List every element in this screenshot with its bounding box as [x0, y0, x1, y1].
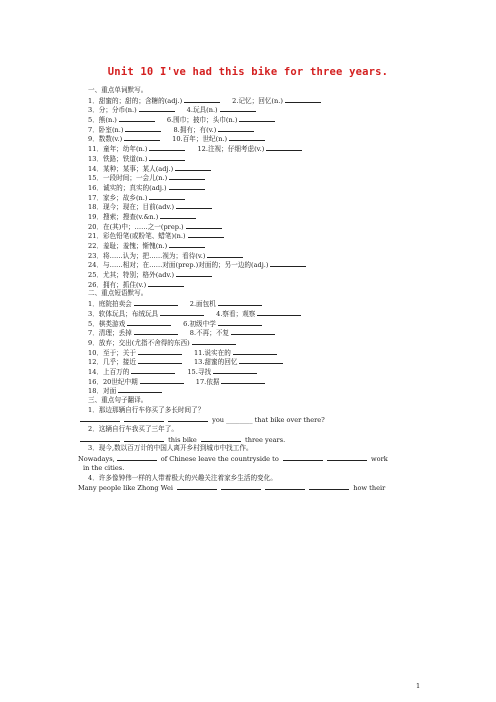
page-number: 1: [416, 682, 421, 690]
worksheet-content: [78, 86, 430, 493]
answer-text: Many people like Zhong Wei: [78, 484, 173, 493]
word-row: [78, 183, 430, 193]
word-row: [78, 105, 430, 115]
phrase-row: [78, 377, 430, 387]
word-prompt: 18．现今；现在；目前(adv.): [88, 203, 175, 212]
answer-text: this bike: [168, 435, 197, 444]
answer-blank[interactable]: [117, 454, 157, 461]
phrase-prompt: 4.察看；观察: [216, 309, 256, 318]
word-prompt: 22．羞耻；羞愧；惭愧(n.): [88, 242, 168, 250]
word-prompt: 13．铁路；铁道(n.): [88, 154, 148, 163]
phrase-prompt: 14．上百万的: [88, 367, 130, 376]
answer-blank[interactable]: [169, 173, 205, 180]
phrase-prompt: 15.寻找: [187, 367, 212, 376]
answer-blank[interactable]: [119, 115, 155, 122]
phrase-row: [78, 367, 430, 377]
sentence-answer-2: [78, 435, 430, 445]
answer-blank[interactable]: [283, 454, 323, 461]
word-prompt: 15．一段时间；一会儿(n.): [88, 174, 168, 183]
word-list: [78, 96, 430, 290]
answer-blank[interactable]: [127, 319, 171, 326]
phrase-prompt: 1．庭院拍卖会: [88, 300, 132, 309]
phrase-row: [78, 328, 430, 338]
answer-blank[interactable]: [270, 260, 306, 267]
word-prompt: 7．卧室(n.): [88, 125, 124, 134]
sentence-question-1: 1．那边那辆自行车你买了多长时间了？: [88, 405, 205, 414]
word-row: [78, 260, 430, 270]
answer-blank[interactable]: [218, 125, 254, 132]
sentence-question-2: 2．这辆自行车我买了三年了。: [88, 425, 178, 434]
answer-blank[interactable]: [220, 105, 256, 112]
section-heading-phrases: 二、重点短语默写。: [88, 289, 148, 298]
answer-text: three years.: [245, 435, 286, 444]
word-row: [78, 96, 430, 106]
answer-blank[interactable]: [138, 348, 182, 355]
answer-blank[interactable]: [285, 96, 321, 103]
answer-blank[interactable]: [138, 357, 182, 364]
answer-blank[interactable]: [257, 309, 301, 316]
answer-text: you ________ that bike over there?: [212, 416, 325, 425]
phrase-row: [78, 338, 430, 348]
word-row: [78, 193, 430, 203]
word-row: [78, 125, 430, 135]
answer-blank[interactable]: [124, 134, 160, 141]
answer-blank[interactable]: [80, 415, 120, 422]
answer-blank[interactable]: [176, 270, 212, 277]
word-prompt: 1．甜蜜的；甜的；含糖的(adj.): [88, 96, 183, 105]
word-row: [78, 164, 430, 174]
answer-blank[interactable]: [149, 144, 185, 151]
word-row: [78, 241, 430, 251]
phrase-row: [78, 309, 430, 319]
phrase-row: [78, 299, 430, 309]
sentence-answer-1: [78, 415, 430, 425]
word-row: [78, 270, 430, 280]
sentence-answer-3: [78, 454, 430, 464]
phrase-prompt: 16．20世纪中期: [88, 377, 138, 386]
phrase-prompt: 18．对面: [88, 387, 117, 396]
phrase-prompt: 2.面包机: [189, 300, 216, 309]
answer-blank[interactable]: [184, 96, 220, 103]
answer-blank[interactable]: [124, 415, 164, 422]
word-prompt: 8.拥有；有(v.): [173, 125, 217, 134]
answer-blank[interactable]: [229, 134, 265, 141]
phrase-prompt: 10．至于；关于: [88, 348, 136, 357]
word-prompt: 9．数数(v.): [88, 135, 123, 144]
phrase-prompt: 11.说实在的: [193, 348, 231, 357]
answer-blank[interactable]: [131, 367, 175, 374]
answer-blank[interactable]: [233, 348, 277, 355]
phrase-prompt: 5．棋类游戏: [88, 319, 126, 328]
phrase-prompt: 7．清理；丢掉: [88, 329, 132, 338]
sentence-question-3: 3．现今,数以百万计的中国人离开乡村到城市中找工作。: [88, 444, 253, 453]
word-prompt: 20．在(其)中；……之一(prep.): [88, 222, 184, 231]
word-row: [78, 202, 430, 212]
phrase-prompt: 13.甜蜜的回忆: [193, 358, 238, 367]
section-heading-sentences: 三、重点句子翻译。: [88, 396, 148, 404]
answer-blank[interactable]: [175, 164, 211, 171]
answer-blank[interactable]: [265, 483, 305, 490]
answer-blank[interactable]: [192, 338, 236, 345]
phrase-list: [78, 299, 430, 396]
word-row: [78, 144, 430, 154]
word-prompt: 4.玩具(n.): [186, 106, 218, 115]
answer-blank[interactable]: [80, 435, 120, 442]
unit-title: Unit 10 I've had this bike for three years.: [107, 66, 389, 78]
word-prompt: 14．某种；某事；某人(adj.): [88, 164, 174, 173]
word-row: [78, 173, 430, 183]
answer-blank[interactable]: [125, 125, 161, 132]
answer-blank[interactable]: [176, 202, 212, 209]
answer-blank[interactable]: [309, 483, 349, 490]
word-row: [78, 212, 430, 222]
phrase-row: [78, 319, 430, 329]
word-row: [78, 134, 430, 144]
phrase-prompt: 17.依据: [195, 377, 220, 386]
answer-blank[interactable]: [149, 193, 185, 200]
word-row: [78, 280, 430, 290]
word-prompt: 16．诚实的；真实的(adj.): [88, 183, 167, 192]
answer-text: Nowadays,: [78, 455, 115, 464]
word-prompt: 21．彩色铅笔(或粉笔、蜡笔)(n.): [88, 232, 186, 241]
answer-blank[interactable]: [231, 328, 275, 335]
word-prompt: 17．家乡；故乡(n.): [88, 193, 148, 202]
word-prompt: 19．搜索；搜查(v.&n.): [88, 212, 159, 221]
answer-blank[interactable]: [134, 328, 178, 335]
phrase-row: [78, 348, 430, 358]
answer-blank[interactable]: [327, 454, 367, 461]
answer-blank[interactable]: [221, 483, 261, 490]
answer-blank[interactable]: [207, 251, 243, 258]
answer-blank[interactable]: [148, 280, 184, 287]
answer-blank[interactable]: [266, 144, 302, 151]
answer-blank[interactable]: [177, 483, 217, 490]
section-heading-words: 一、重点单词默写。: [88, 86, 148, 94]
answer-text: work: [371, 455, 388, 464]
answer-blank[interactable]: [149, 154, 185, 161]
phrase-prompt: 6.初级中学: [183, 319, 216, 328]
answer-blank[interactable]: [218, 319, 262, 326]
sentence-question-4: 4．许多像钟伟一样的人带着极大的兴趣关注着家乡生活的变化。: [88, 473, 277, 482]
answer-text: of Chinese leave the countryside to: [160, 455, 279, 464]
answer-blank[interactable]: [168, 415, 208, 422]
word-prompt: 24．与……相对；在……对面(prep.)对面的；另一边的(adj.): [88, 261, 269, 270]
answer-blank[interactable]: [169, 241, 205, 248]
answer-blank[interactable]: [201, 435, 241, 442]
phrase-prompt: 8.不再；不复: [189, 329, 230, 338]
word-prompt: 23．将……认为；把……视为；看待(v.): [88, 251, 206, 260]
answer-blank[interactable]: [124, 435, 164, 442]
word-prompt: 3．分；分币(n.): [88, 106, 137, 115]
phrase-prompt: 9．放弃；交出(尤指不舍得的东西): [88, 338, 190, 347]
word-row: [78, 154, 430, 164]
word-prompt: 5．熊(n.): [88, 116, 117, 125]
phrase-prompt: 12．几乎；接近: [88, 358, 136, 367]
word-prompt: 10.百年；世纪(n.): [172, 135, 228, 144]
word-prompt: 6.围巾；披巾；头巾(n.): [166, 116, 238, 125]
answer-blank[interactable]: [186, 222, 222, 229]
answer-blank[interactable]: [118, 386, 162, 393]
phrase-row: [78, 386, 430, 396]
sentence-answer-3-wrap: in the cities.: [83, 463, 125, 472]
word-prompt: 26．拥有；抓住(v.): [88, 280, 147, 289]
word-prompt: 25．尤其；特别；格外(adv.): [88, 271, 175, 280]
word-row: [78, 115, 430, 125]
answer-text: how their: [353, 484, 386, 493]
answer-blank[interactable]: [218, 299, 262, 306]
answer-blank[interactable]: [160, 212, 196, 219]
phrase-prompt: 3．软体玩具；布绒玩具: [88, 309, 159, 318]
answer-blank[interactable]: [134, 299, 178, 306]
answer-blank[interactable]: [221, 377, 265, 384]
answer-blank[interactable]: [139, 105, 175, 112]
word-row: [78, 251, 430, 261]
answer-blank[interactable]: [213, 367, 257, 374]
word-row: [78, 231, 430, 241]
word-prompt: 12.注视；仔细考虑(v.): [197, 145, 265, 154]
answer-blank[interactable]: [239, 357, 283, 364]
word-row: [78, 222, 430, 232]
answer-blank[interactable]: [160, 309, 204, 316]
answer-blank[interactable]: [169, 183, 205, 190]
word-prompt: 2.记忆；回忆(n.): [232, 96, 283, 105]
answer-blank[interactable]: [239, 115, 275, 122]
sentence-answer-4: [78, 483, 430, 493]
word-prompt: 11．童年；幼年(n.): [88, 145, 148, 154]
answer-blank[interactable]: [140, 377, 184, 384]
answer-blank[interactable]: [188, 231, 224, 238]
phrase-row: [78, 357, 430, 367]
